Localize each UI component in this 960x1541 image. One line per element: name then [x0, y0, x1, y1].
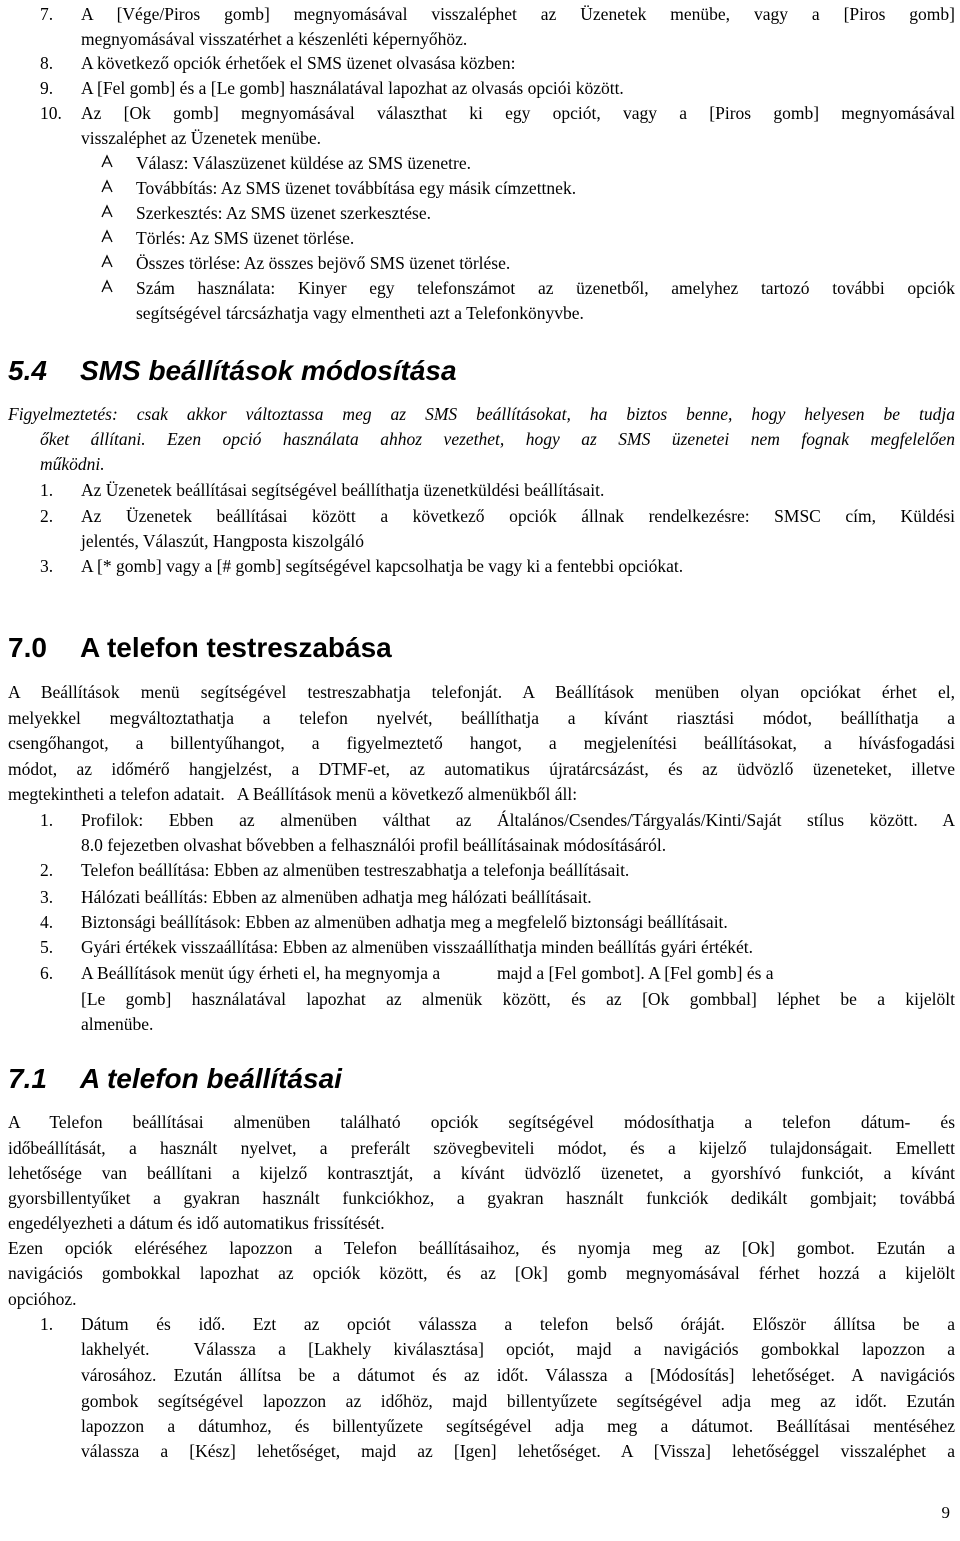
- item-text: Az [Ok gomb] megnyomásával választhat ki egy opciót, vagy a [Piros gomb] megnyomásával: [81, 103, 955, 123]
- warning-line: működni.: [40, 454, 105, 474]
- item-text: 8.0 fejezetben olvashat bővebben a felhasználói profil beállításainak módosításáról.: [81, 835, 667, 855]
- bullet-text: Továbbítás: Az SMS üzenet továbbítása egy másik címzettnek.: [136, 178, 577, 198]
- item-number: 1.: [40, 480, 54, 500]
- item-number: 8.: [40, 53, 54, 73]
- section-title: SMS beállítások módosítása: [80, 355, 457, 386]
- bullet-icon: [100, 252, 114, 272]
- item-number: 9.: [40, 78, 54, 98]
- section-number: 7.0: [8, 632, 47, 663]
- item-text: Profilok: Ebben az almenüben válthat az Általános/Csendes/Tárgyalás/Kinti/Saját stílus között. A: [81, 810, 955, 830]
- item-number: 2.: [40, 860, 54, 880]
- bullet-text: Válasz: Válaszüzenet küldése az SMS üzenetre.: [136, 153, 471, 173]
- item-number: 6.: [40, 963, 54, 983]
- warning-line: Figyelmeztetés: csak akkor változtassa meg az SMS beállításokat, ha biztos benne, hogy helyesen be tudja: [8, 404, 955, 424]
- item-text: almenübe.: [81, 1014, 154, 1034]
- item-text: A [Vége/Piros gomb] megnyomásával visszaléphet az Üzenetek menübe, vagy a [Piros gomb]: [81, 4, 955, 24]
- paragraph-text: opcióhoz.: [8, 1289, 77, 1309]
- item-number: 5.: [40, 937, 54, 957]
- bullet-icon: [100, 177, 114, 197]
- item-text: [Le gomb] használatával lapozhat az almenük között, és az [Ok gombbal] léphet be a kijelölt: [81, 989, 955, 1009]
- item-number: 4.: [40, 912, 54, 932]
- item-text: Dátum és idő. Ezt az opciót válassza a telefon belső óráját. Először állítsa be a: [81, 1314, 955, 1334]
- paragraph-text: A Beállítások menü segítségével testreszabhatja telefonját. A Beállítások menüben olyan opciókat érhet el,: [8, 682, 955, 702]
- item-text: Az Üzenetek beállításai segítségével beállíthatja üzenetküldési beállításait.: [81, 480, 605, 500]
- item-text: városához. Ezután állítsa be a dátumot és az időt. Válassza a [Módosítás] lehetőséget. A navigációs: [81, 1365, 955, 1385]
- item-number: 7.: [40, 4, 54, 24]
- paragraph-text: módot, az időmérő hangjelzést, a DTMF-et, az automatikus újratárcsázást, és az üdvözlő üzeneteket, illetve: [8, 759, 955, 779]
- item-text: Gyári értékek visszaállítása: Ebben az almenüben visszaállíthatja minden beállítás gyári értékét.: [81, 937, 754, 957]
- item-text: visszaléphet az Üzenetek menübe.: [81, 128, 322, 148]
- paragraph-text: időbeállítását, a használt nyelvet, a preferált szövegbeviteli módot, és a kijelző tulajdonságait. Emellett: [8, 1138, 955, 1158]
- item-number: 3.: [40, 887, 54, 907]
- bullet-text: Szám használata: Kinyer egy telefonszámot az üzenetből, amelyhez tartozó további opciók: [136, 278, 955, 298]
- section-title: A telefon beállításai: [80, 1063, 342, 1094]
- paragraph-text: engedélyezheti a dátum és idő automatikus frissítését.: [8, 1213, 385, 1233]
- item-text: lakhelyét. Válassza a [Lakhely kiválasztása] opciót, majd a navigációs gombokkal lapozzon a: [81, 1339, 955, 1359]
- section-heading: [8, 1062, 342, 1096]
- item-text: A [* gomb] vagy a [# gomb] segítségével kapcsolhatja be vagy ki a fentebbi opciókat.: [81, 556, 684, 576]
- paragraph-text: lehetősége van beállítani a kijelző kontrasztját, a kívánt üdvözlő üzenetet, a gyorshívó funkciót, a kívánt: [8, 1163, 955, 1183]
- bullet-icon: [100, 152, 114, 172]
- bullet-icon: [100, 277, 114, 297]
- item-text: Hálózati beállítás: Ebben az almenüben adhatja meg hálózati beállításait.: [81, 887, 592, 907]
- bullet-icon: [100, 202, 114, 222]
- item-text: A [Fel gomb] és a [Le gomb] használatával lapozhat az olvasás opciói között.: [81, 78, 624, 98]
- paragraph-text: gyorsbillentyűket a gyakran használt funkciókhoz, a gyakran használt funkciók dedikált gombjait; továbbá: [8, 1188, 955, 1208]
- section-heading: [8, 631, 392, 665]
- paragraph-text: A Telefon beállításai almenüben található opciók segítségével módosíthatja a telefon dátum- és: [8, 1112, 955, 1132]
- item-number: 3.: [40, 556, 54, 576]
- warning-line: őket állítani. Ezen opció használata ahhoz vezethet, hogy az SMS üzenetei nem fognak megfelelően: [40, 429, 955, 449]
- item-text: Az Üzenetek beállításai között a következő opciók állnak rendelkezésre: SMSC cím, Küldési: [81, 506, 955, 526]
- bullet-text: Törlés: Az SMS üzenet törlése.: [136, 228, 355, 248]
- item-number: 1.: [40, 810, 54, 830]
- section-title: A telefon testreszabása: [80, 632, 392, 663]
- item-number: 2.: [40, 506, 54, 526]
- item-text: Biztonsági beállítások: Ebben az almenüben adhatja meg a megfelelő biztonsági beállításait.: [81, 912, 728, 932]
- paragraph-text: Ezen opciók eléréséhez lapozzon a Telefon beállításaihoz, és nyomja meg az [Ok] gombot. Ezután a: [8, 1238, 955, 1258]
- paragraph-text: megtekintheti a telefon adatait. A Beállítások menü a következő almenükből áll:: [8, 784, 578, 804]
- item-text: A Beállítások menüt úgy érheti el, ha megnyomja a majd a [Fel gombot]. A [Fel gomb] és a: [81, 963, 774, 983]
- item-text: gombok segítségével lapozzon az időhöz, majd billentyűzete segítségével adja meg az időt. Ezután: [81, 1391, 955, 1411]
- section-heading: [8, 354, 457, 388]
- paragraph-text: csengőhangot, a billentyűhangot, a figyelmeztető hangot, a megjelenítési beállításokat, a hívásfogadási: [8, 733, 955, 753]
- item-text: Telefon beállítása: Ebben az almenüben testreszabhatja a telefonja beállításait.: [81, 860, 630, 880]
- bullet-text: segítségével tárcsázhatja vagy elmentheti azt a Telefonkönyvbe.: [136, 303, 584, 323]
- item-text: megnyomásával visszatérhet a készenléti képernyőhöz.: [81, 29, 468, 49]
- bullet-icon: [100, 227, 114, 247]
- page-number: 9: [941, 1503, 950, 1522]
- item-text: jelentés, Válaszút, Hangposta kiszolgáló: [81, 531, 365, 551]
- paragraph-text: navigációs gombokkal lapozhat az opciók között, és az [Ok] gomb megnyomásával férhet hozzá a kijelölt: [8, 1263, 955, 1283]
- section-number: 5.4: [8, 355, 47, 386]
- item-text: válassza a [Kész] lehetőséget, majd az [Igen] lehetőséget. A [Vissza] lehetőséggel visszaléphet a: [81, 1441, 955, 1461]
- bullet-text: Szerkesztés: Az SMS üzenet szerkesztése.: [136, 203, 431, 223]
- section-number: 7.1: [8, 1063, 47, 1094]
- bullet-text: Összes törlése: Az összes bejövő SMS üzenet törlése.: [136, 253, 511, 273]
- item-text: A következő opciók érhetőek el SMS üzenet olvasása közben:: [81, 53, 516, 73]
- item-text: lapozzon a dátumhoz, és billentyűzete segítségével adja meg a dátumot. Beállításai mentéséhez: [81, 1416, 955, 1436]
- item-number: 1.: [40, 1314, 54, 1334]
- item-number: 10.: [40, 103, 62, 123]
- paragraph-text: melyekkel megváltoztathatja a telefon nyelvét, beállíthatja a kívánt riasztási módot, beállíthatja a: [8, 708, 955, 728]
